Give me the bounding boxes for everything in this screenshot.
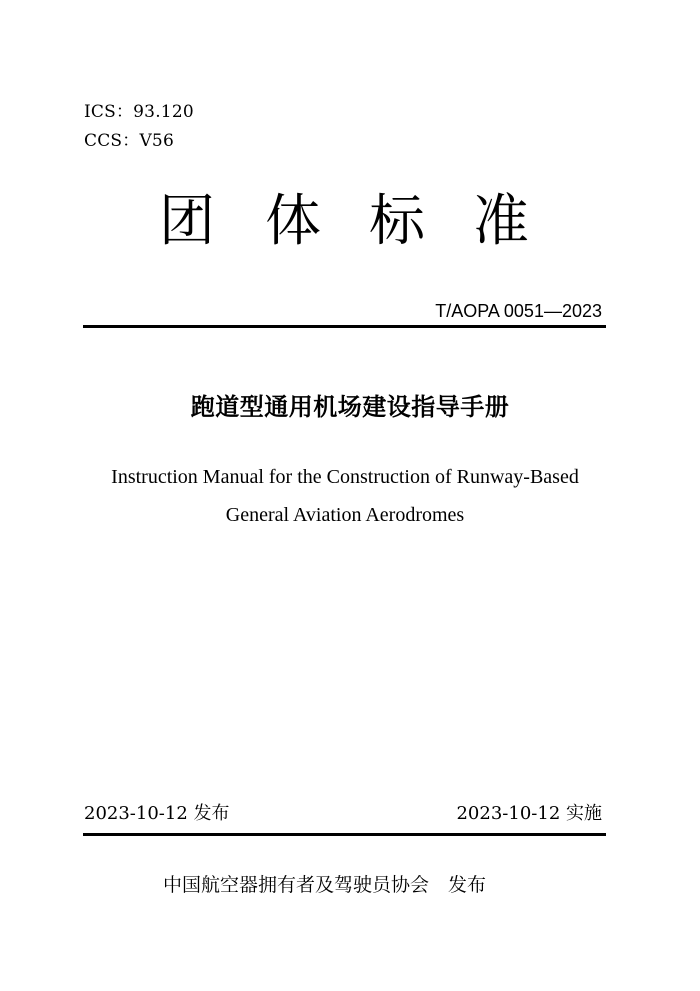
publisher: 中国航空器拥有者及驾驶员协会 发布 (163, 874, 487, 896)
document-type-char: 团 (159, 189, 215, 254)
top-divider (83, 325, 606, 328)
issue-date: 2023-10-12 发布 (84, 803, 230, 824)
document-type-char: 标 (369, 189, 425, 254)
ics-code: ICS：93.120 (84, 102, 194, 122)
english-title-line-2: General Aviation Aerodromes (225, 504, 465, 526)
document-type-char: 准 (473, 189, 529, 254)
chinese-title: 跑道型通用机场建设指导手册 (190, 392, 510, 421)
standard-number: T/AOPA 0051—2023 (435, 301, 602, 321)
english-title-line-1: Instruction Manual for the Construction of Runway-Based (111, 466, 579, 488)
document-type-char: 体 (265, 189, 321, 254)
ccs-code: CCS：V56 (84, 131, 174, 151)
bottom-divider (83, 833, 606, 836)
implementation-date: 2023-10-12 实施 (456, 803, 602, 824)
